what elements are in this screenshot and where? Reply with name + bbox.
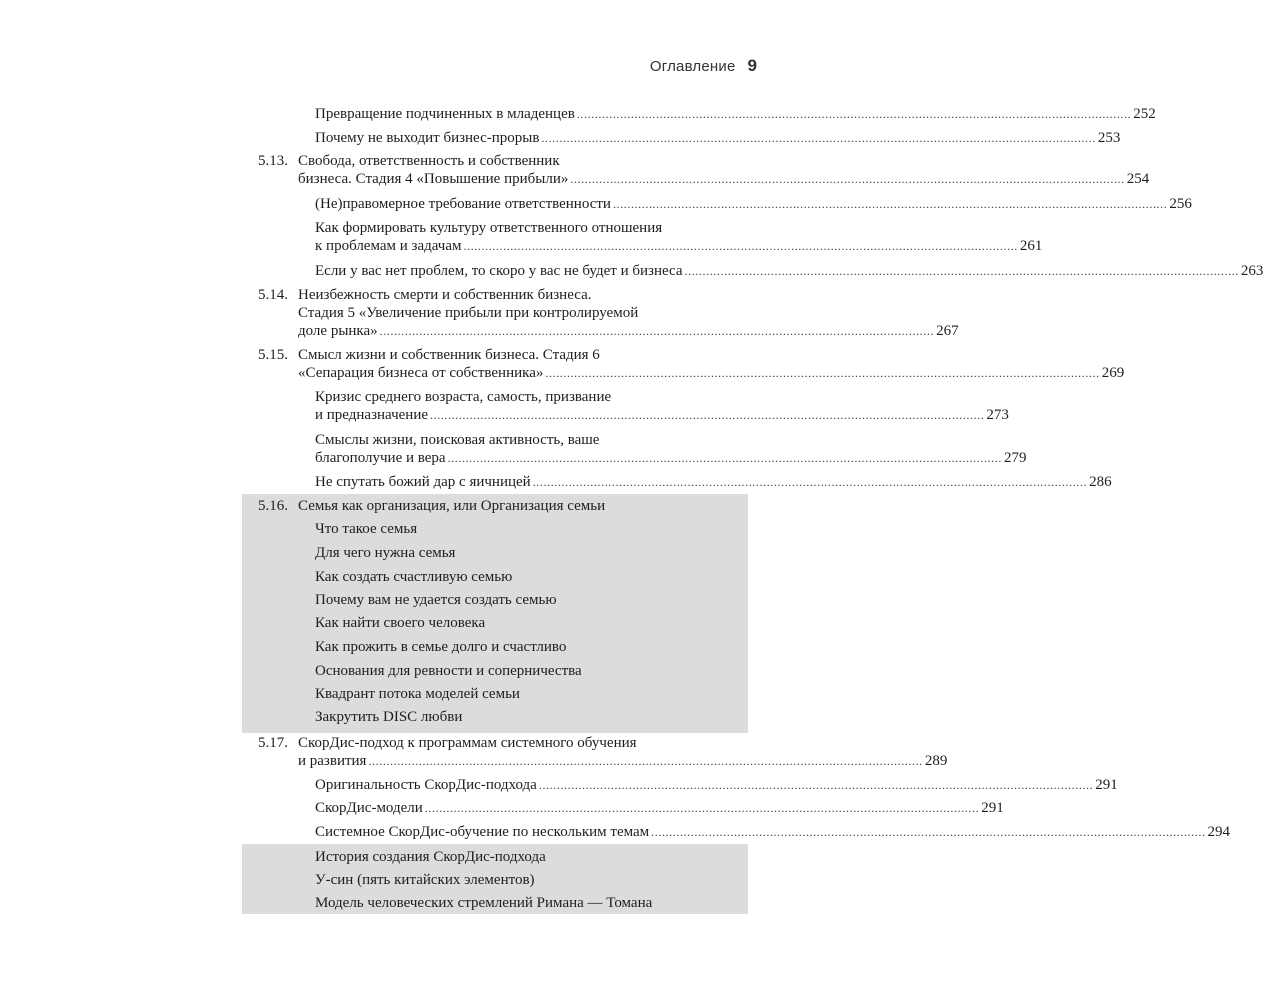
toc-subsection-entry[interactable]: Смыслы жизни, поисковая активность, ваше благополучие и вера .......................................................................................................................................................... 279: [315, 432, 1027, 466]
entry-title: Как формировать культуру ответственного отношения: [315, 220, 663, 236]
entry-title: История создания СкорДис-подхода: [315, 849, 546, 865]
entry-title: Оригинальность СкорДис-подхода: [315, 777, 537, 793]
entry-title: и развития: [298, 753, 367, 769]
toc-subsection-entry[interactable]: Системное СкорДис-обучение по нескольким темам .......................................................................................................................................................... 294: [315, 824, 1231, 840]
toc-subsection-entry[interactable]: Не спутать божий дар с яичницей .......................................................................................................................................................... 286: [315, 474, 1112, 490]
dot-leader: ..........................................................................................................................................................: [612, 197, 1168, 211]
entry-title: доле рынка»: [298, 323, 378, 339]
toc-subsection-entry[interactable]: [315, 520, 417, 538]
toc-subsection-entry[interactable]: [315, 894, 652, 912]
toc-section-entry[interactable]: Свобода, ответственность и собственник бизнеса. Стадия 4 «Повышение прибыли» .......................................................................................................................................................... 254: [298, 153, 1150, 187]
entry-title: Закрутить DISC любви: [315, 709, 463, 725]
entry-title: Если у вас нет проблем, то скоро у вас не будет и бизнеса: [315, 263, 683, 279]
toc-subsection-entry[interactable]: (Не)правомерное требование ответственности .......................................................................................................................................................... 256: [315, 196, 1192, 212]
dot-leader: ..........................................................................................................................................................: [447, 451, 1002, 465]
toc-subsection-entry[interactable]: Оригинальность СкорДис-подхода .......................................................................................................................................................... 291: [315, 777, 1118, 793]
dot-leader: ..........................................................................................................................................................: [570, 172, 1125, 186]
entry-title: Квадрант потока моделей семьи: [315, 686, 520, 702]
toc-subsection-entry[interactable]: [315, 638, 566, 656]
section-number: 5.15.: [258, 347, 288, 363]
entry-title: Превращение подчиненных в младенцев: [315, 106, 575, 122]
entry-title: к проблемам и задачам: [315, 238, 462, 254]
section-number: 5.13.: [258, 153, 288, 169]
entry-title: Как прожить в семье долго и счастливо: [315, 639, 567, 655]
entry-title: Кризис среднего возраста, самость, призвание: [315, 389, 612, 405]
entry-title: Системное СкорДис-обучение по нескольким темам: [315, 824, 650, 840]
header-title: Оглавление: [649, 58, 736, 75]
toc-subsection-entry[interactable]: [315, 591, 557, 609]
toc-section-entry[interactable]: [298, 497, 605, 515]
page-number: 9: [747, 56, 757, 75]
dot-leader: ..........................................................................................................................................................: [538, 778, 1094, 792]
dot-leader: ..........................................................................................................................................................: [684, 264, 1239, 278]
entry-title: Как найти своего человека: [315, 615, 486, 631]
entry-title: Модель человеческих стремлений Римана — Томана: [315, 895, 653, 911]
dot-leader: ..........................................................................................................................................................: [532, 475, 1088, 489]
dot-leader: ..........................................................................................................................................................: [651, 825, 1206, 839]
toc-subsection-entry[interactable]: [315, 662, 582, 680]
entry-title: Для чего нужна семья: [315, 545, 456, 561]
dot-leader: ..........................................................................................................................................................: [576, 107, 1132, 121]
entry-title: У-син (пять китайских элементов): [315, 872, 535, 888]
entry-title: Стадия 5 «Увеличение прибыли при контролируемой: [298, 305, 639, 321]
entry-title: Как создать счастливую семью: [315, 569, 513, 585]
section-number: 5.14.: [258, 287, 288, 303]
entry-title: Основания для ревности и соперничества: [315, 663, 582, 679]
toc-subsection-entry[interactable]: Как формировать культуру ответственного отношения к проблемам и задачам .......................................................................................................................................................... 261: [315, 220, 1043, 254]
entry-title: Неизбежность смерти и собственник бизнеса.: [298, 287, 592, 303]
toc-subsection-entry[interactable]: [315, 708, 462, 726]
entry-title: благополучие и вера: [315, 450, 446, 466]
entry-title: Семья как организация, или Организация семьи: [298, 498, 606, 514]
entry-title: бизнеса. Стадия 4 «Повышение прибыли»: [298, 171, 569, 187]
entry-title: СкорДис-модели: [315, 800, 423, 816]
dot-leader: ..........................................................................................................................................................: [545, 366, 1100, 380]
toc-subsection-entry[interactable]: Превращение подчиненных в младенцев .......................................................................................................................................................... 252: [315, 106, 1156, 122]
entry-title: Что такое семья: [315, 521, 418, 537]
dot-leader: ..........................................................................................................................................................: [430, 408, 985, 422]
toc-section-entry[interactable]: Неизбежность смерти и собственник бизнеса. Стадия 5 «Увеличение прибыли при контролируемой доле рынка» .......................................................................................................................................................... 267: [298, 287, 959, 339]
entry-title: Почему не выходит бизнес-прорыв: [315, 130, 540, 146]
toc-subsection-entry[interactable]: Если у вас нет проблем, то скоро у вас не будет и бизнеса .......................................................................................................................................................... 263: [315, 263, 1263, 279]
entry-title: Почему вам не удается создать семью: [315, 592, 557, 608]
toc-subsection-entry[interactable]: [315, 871, 535, 889]
entry-title: «Сепарация бизнеса от собственника»: [298, 365, 544, 381]
toc-subsection-entry[interactable]: Кризис среднего возраста, самость, призвание и предназначение .......................................................................................................................................................... 273: [315, 389, 1009, 423]
toc-subsection-entry[interactable]: [315, 614, 485, 632]
toc-subsection-entry[interactable]: [315, 544, 455, 562]
toc-subsection-entry[interactable]: [315, 685, 520, 703]
toc-section-entry[interactable]: СкорДис-подход к программам системного обучения и развития .......................................................................................................................................................... 289: [298, 735, 948, 769]
dot-leader: ..........................................................................................................................................................: [379, 324, 935, 338]
section-number: 5.17.: [258, 735, 288, 751]
entry-title: СкорДис-подход к программам системного обучения: [298, 735, 637, 751]
toc-section-entry[interactable]: Смысл жизни и собственник бизнеса. Стадия 6 «Сепарация бизнеса от собственника» .......................................................................................................................................................... 269: [298, 347, 1125, 381]
section-number: 5.16.: [258, 498, 288, 514]
toc-subsection-entry[interactable]: [315, 568, 512, 586]
toc-subsection-entry[interactable]: [315, 848, 546, 866]
dot-leader: ..........................................................................................................................................................: [424, 801, 980, 815]
dot-leader: ..........................................................................................................................................................: [463, 239, 1018, 253]
toc-subsection-entry[interactable]: Почему не выходит бизнес-прорыв .......................................................................................................................................................... 253: [315, 130, 1121, 146]
entry-title: и предназначение: [315, 407, 429, 423]
entry-title: Свобода, ответственность и собственник: [298, 153, 560, 169]
entry-title: Не спутать божий дар с яичницей: [315, 474, 531, 490]
toc-subsection-entry[interactable]: СкорДис-модели .......................................................................................................................................................... 291: [315, 800, 1004, 816]
entry-title: Смысл жизни и собственник бизнеса. Стадия 6: [298, 347, 600, 363]
dot-leader: ..........................................................................................................................................................: [368, 754, 923, 768]
entry-title: (Не)правомерное требование ответственности: [315, 196, 611, 212]
dot-leader: ..........................................................................................................................................................: [541, 131, 1096, 145]
entry-title: Смыслы жизни, поисковая активность, ваше: [315, 432, 600, 448]
